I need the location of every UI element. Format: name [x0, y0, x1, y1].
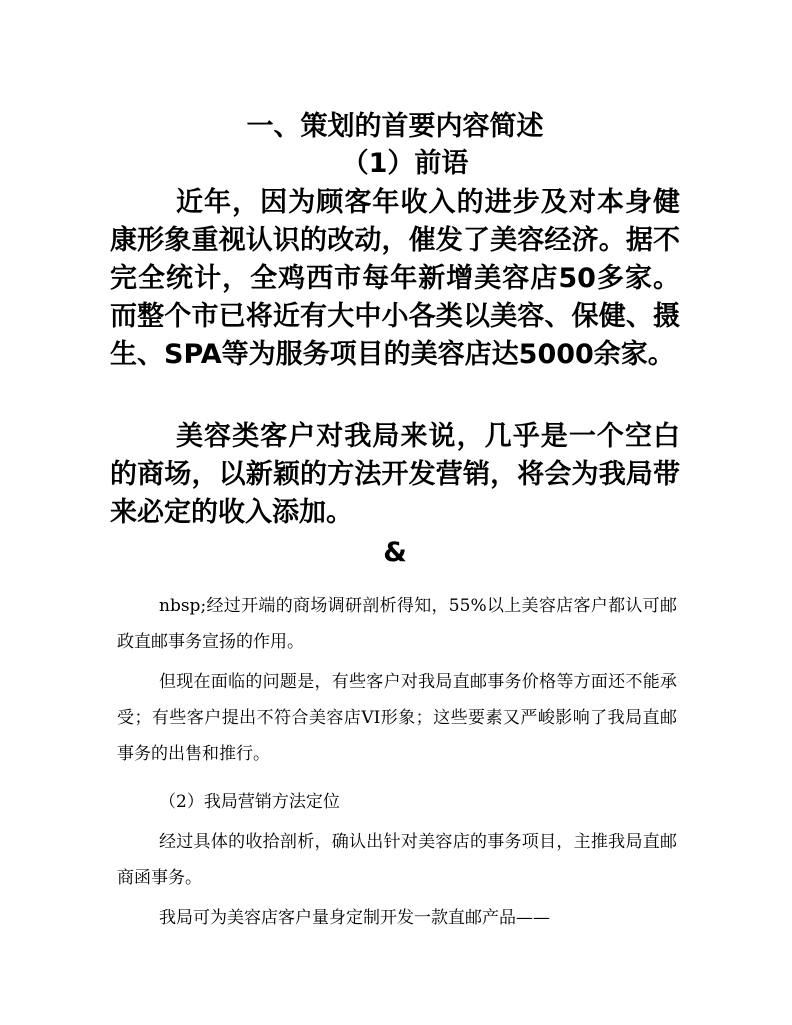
paragraph-intro: 近年，因为顾客年收入的进步及对本身健康形象重视认识的改动，催发了美容经济。据不完全统计，全鸡西市每年新增美容店50多家。而整个市已将近有大中小各类以美容、保健、摄生、SPA等为服务项目的美容店达5000余家。 — [110, 187, 680, 370]
paragraph-problems: 但现在面临的问题是，有些客户对我局直邮事务价格等方面还不能承受；有些客户提出不符合美容店VI形象；这些要素又严峻影响了我局直邮事务的出售和推行。 — [117, 672, 677, 764]
paragraph-custom-product: 我局可为美容店客户量身定制开发一款直邮产品—— — [159, 908, 550, 928]
ampersand-line: & — [383, 537, 407, 568]
paragraph-market-blank: 美容类客户对我局来说，几乎是一个空白的商场，以新颖的方法开发营销，将会为我局带来必定的收入添加。 — [110, 421, 680, 528]
subsection-marketing-positioning: （2）我局营销方法定位 — [159, 792, 340, 812]
subsection-heading: （1）前语 — [341, 148, 469, 179]
paragraph-analysis: 经过具体的收拾剖析，确认出针对美容店的事务项目，主推我局直邮商函事务。 — [117, 832, 677, 888]
section-heading: 一、策划的首要内容简述 — [246, 111, 544, 142]
paragraph-survey: nbsp;经过开端的商场调研剖析得知，55%以上美容店客户都认可邮政直邮事务宣扬的作用。 — [117, 596, 677, 652]
